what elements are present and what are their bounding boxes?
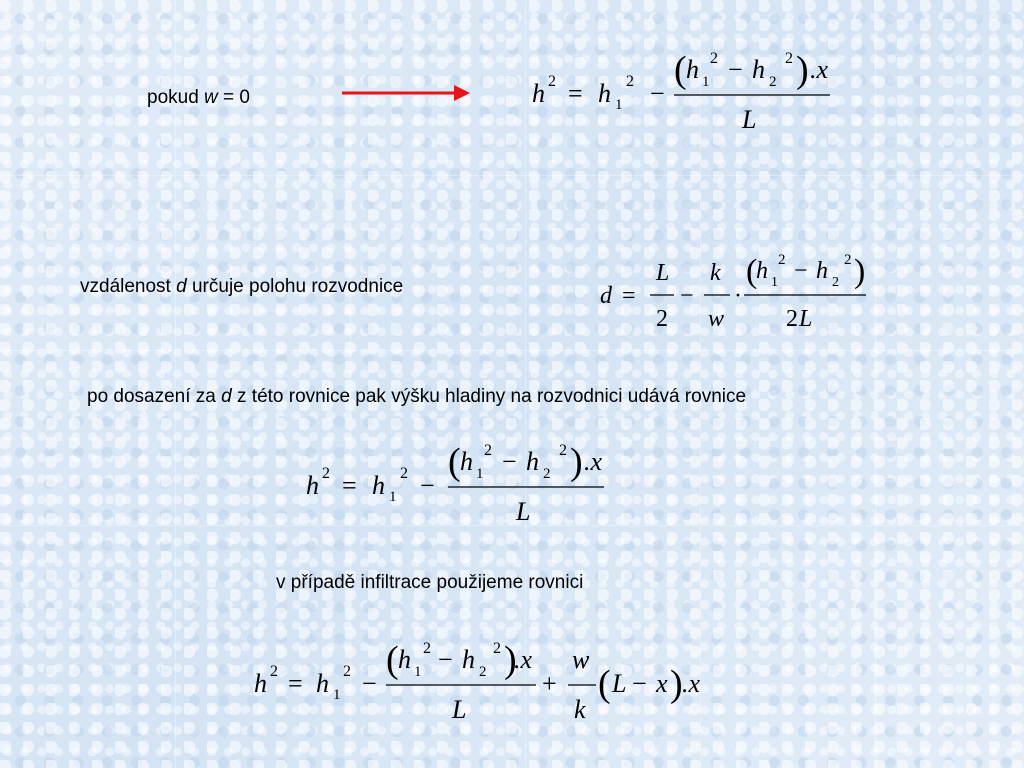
equation-h-squared-divide	[304, 430, 614, 535]
svg-text:1: 1	[702, 74, 710, 90]
svg-text:=: =	[288, 669, 303, 698]
equation-h-squared	[530, 38, 840, 143]
svg-text:2: 2	[400, 465, 408, 482]
svg-text:1: 1	[389, 489, 397, 505]
svg-text:2: 2	[479, 664, 487, 680]
svg-text:2: 2	[423, 640, 431, 657]
svg-text:(: (	[386, 639, 399, 681]
svg-text:−: −	[632, 669, 647, 698]
svg-text:1: 1	[476, 466, 484, 482]
svg-text:2: 2	[656, 306, 668, 332]
svg-text:h: h	[398, 645, 411, 674]
svg-text:2: 2	[626, 73, 634, 90]
svg-text:d: d	[600, 283, 612, 309]
svg-text:2: 2	[493, 640, 501, 657]
svg-text:.x: .x	[682, 669, 701, 698]
svg-text:h: h	[526, 447, 539, 476]
svg-text:2: 2	[270, 663, 278, 680]
svg-text:2: 2	[786, 306, 798, 332]
svg-text:): )	[570, 441, 583, 483]
svg-text:2: 2	[778, 252, 786, 268]
svg-text:2: 2	[343, 663, 351, 680]
svg-text:·: ·	[734, 283, 742, 309]
svg-text:L: L	[799, 306, 813, 332]
svg-text:k: k	[574, 695, 586, 722]
svg-text:): )	[796, 49, 809, 91]
equation-infiltration	[252, 622, 722, 727]
svg-text:L: L	[452, 695, 467, 722]
infiltration-text: v případě infiltrace použijeme rovnici	[276, 572, 584, 593]
svg-text:−: −	[438, 645, 453, 674]
svg-text:+: +	[542, 669, 557, 698]
background-tile-line	[875, 0, 876, 768]
svg-text:(: (	[448, 441, 461, 483]
svg-text:(: (	[598, 663, 611, 705]
background-tile-line	[0, 350, 1024, 351]
svg-text:h: h	[532, 79, 545, 108]
svg-text:2: 2	[559, 442, 567, 459]
background-tile-line	[0, 175, 1024, 176]
svg-text:1: 1	[414, 664, 422, 680]
svg-text:−: −	[794, 258, 808, 284]
svg-text:−: −	[650, 79, 665, 108]
substitution-text: po dosazení za d z této rovnice pak výšku hladiny na rozvodnici udává rovnice	[87, 386, 747, 407]
svg-text:h: h	[462, 645, 475, 674]
svg-text:2: 2	[785, 50, 793, 67]
svg-text:−: −	[728, 55, 743, 84]
svg-text:h: h	[254, 669, 267, 698]
svg-text:1: 1	[771, 275, 778, 290]
svg-text:L: L	[656, 260, 670, 286]
svg-text:2: 2	[548, 73, 556, 90]
svg-text:2: 2	[710, 50, 718, 67]
svg-text:L: L	[516, 497, 531, 526]
svg-text:(: (	[746, 253, 758, 290]
svg-text:−: −	[502, 447, 517, 476]
svg-text:h: h	[756, 258, 768, 284]
svg-text:.x: .x	[810, 55, 829, 84]
divide-text: vzdálenost d určuje polohu rozvodnice	[80, 276, 404, 297]
svg-text:L: L	[742, 105, 757, 134]
svg-text:h: h	[316, 669, 329, 698]
background-tile-line	[175, 0, 176, 768]
svg-text:w: w	[708, 306, 725, 332]
svg-text:w: w	[572, 645, 590, 674]
svg-text:k: k	[710, 260, 721, 286]
svg-text:x: x	[656, 669, 668, 698]
svg-text:.x: .x	[514, 645, 533, 674]
svg-text:=: =	[622, 283, 636, 309]
equation-d	[598, 242, 878, 343]
svg-text:1: 1	[615, 97, 623, 113]
red-arrow-icon	[340, 82, 472, 104]
svg-text:): )	[670, 663, 683, 705]
svg-text:−: −	[680, 283, 694, 309]
svg-text:2: 2	[769, 74, 777, 90]
svg-text:h: h	[460, 447, 473, 476]
svg-text:.x: .x	[584, 447, 603, 476]
svg-text:L: L	[612, 669, 627, 698]
svg-text:): )	[504, 639, 517, 681]
svg-text:=: =	[342, 471, 357, 500]
svg-text:(: (	[674, 49, 687, 91]
svg-text:): )	[854, 253, 866, 290]
condition-text: pokud w = 0	[147, 87, 251, 108]
svg-text:2: 2	[484, 442, 492, 459]
svg-text:1: 1	[333, 687, 341, 703]
svg-text:2: 2	[322, 465, 330, 482]
svg-text:2: 2	[543, 466, 551, 482]
svg-text:h: h	[686, 55, 699, 84]
svg-text:h: h	[306, 471, 319, 500]
svg-text:−: −	[362, 669, 377, 698]
svg-text:2: 2	[832, 275, 839, 290]
svg-text:h: h	[598, 79, 611, 108]
svg-text:h: h	[816, 258, 828, 284]
svg-text:2: 2	[844, 252, 852, 268]
svg-text:h: h	[372, 471, 385, 500]
svg-text:h: h	[752, 55, 765, 84]
svg-text:−: −	[420, 471, 435, 500]
svg-text:=: =	[568, 79, 583, 108]
